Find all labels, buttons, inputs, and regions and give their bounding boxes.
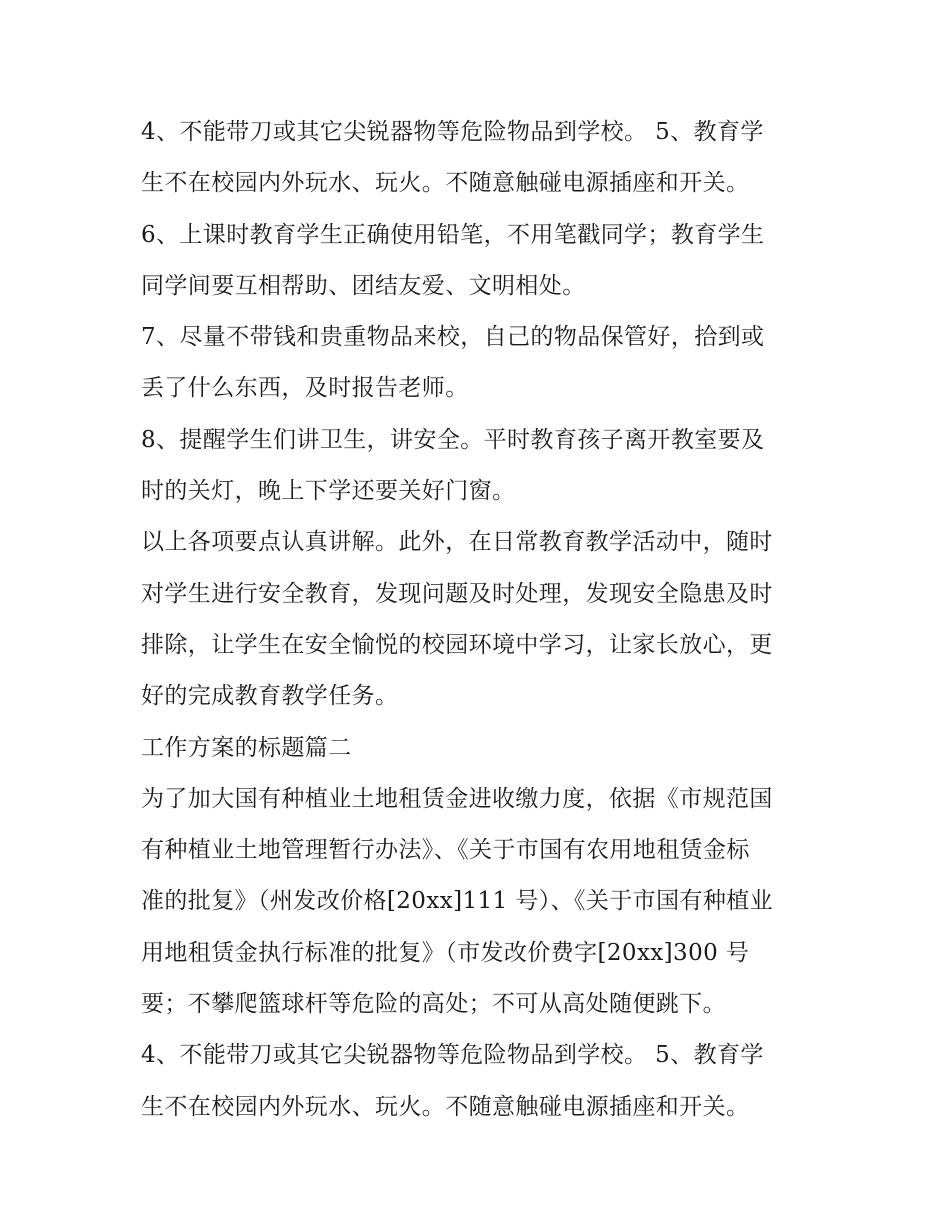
section-heading: 工作方案的标题篇二 — [141, 734, 352, 761]
text-line: 为了加大国有种植业土地租赁金进收缴力度，依据《市规范国 — [141, 785, 773, 812]
text-line: 8、提醒学生们讲卫生，讲安全。平时教育孩子离开教室要及 — [141, 426, 765, 453]
text-line: 4、不能带刀或其它尖锐器物等危险物品到学校。 5、教育学 — [141, 119, 764, 145]
text-line: 准的批复》（州发改价格[20xx]111 号）、《关于市国有种植业 — [141, 888, 774, 915]
text-line: 生不在校园内外玩水、玩火。不随意触碰电源插座和开关。 — [141, 170, 750, 197]
text-line: 用地租赁金执行标准的批复》（市发改价费字[20xx]300 号 — [141, 939, 750, 966]
text-line: 4、不能带刀或其它尖锐器物等危险物品到学校。 5、教育学 — [141, 1042, 764, 1069]
document-body — [141, 107, 821, 1133]
text-line: 要；不攀爬篮球杆等危险的高处；不可从高处随便跳下。 — [141, 991, 726, 1018]
text-line: 同学间要互相帮助、团结友爱、文明相处。 — [141, 272, 586, 299]
text-line: 时的关灯，晚上下学还要关好门窗。 — [141, 478, 516, 505]
text-line: 好的完成教育教学任务。 — [141, 683, 399, 710]
text-line: 有种植业土地管理暂行办法》、《关于市国有农用地租赁金标 — [141, 837, 750, 864]
text-line: 生不在校园内外玩水、玩火。不随意触碰电源插座和开关。 — [141, 1093, 750, 1120]
text-line: 丢了什么东西，及时报告老师。 — [141, 375, 469, 402]
text-line: 6、上课时教育学生正确使用铅笔，不用笔戳同学；教育学生 — [141, 221, 765, 248]
text-line: 对学生进行安全教育，发现问题及时处理，发现安全隐患及时 — [141, 580, 773, 607]
text-line: 7、尽量不带钱和贵重物品来校，自己的物品保管好，拾到或 — [141, 324, 765, 351]
text-line: 排除，让学生在安全愉悦的校园环境中学习，让家长放心，更 — [141, 631, 773, 658]
text-line: 以上各项要点认真讲解。此外，在日常教育教学活动中，随时 — [141, 529, 773, 556]
